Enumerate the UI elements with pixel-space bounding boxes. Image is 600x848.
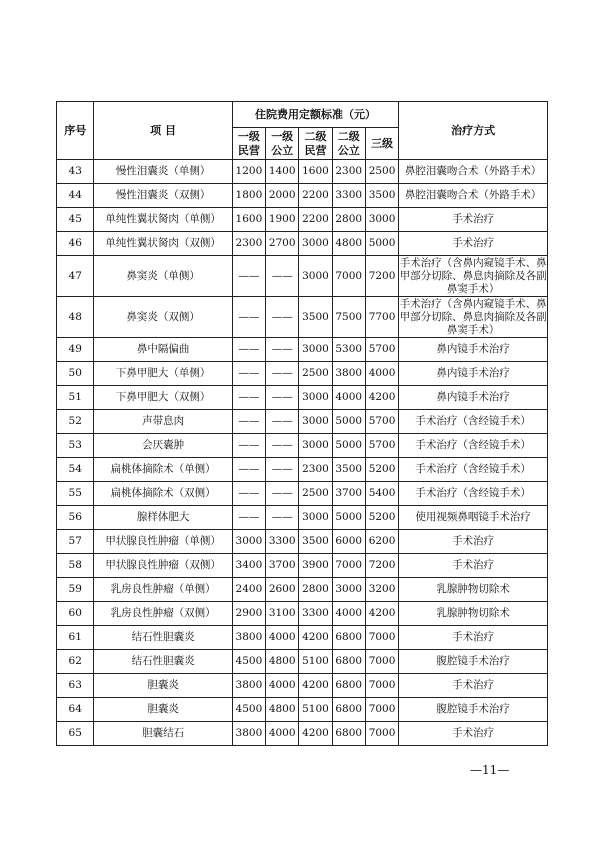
- row-number: 61: [57, 626, 94, 650]
- row-item: 乳房良性肿瘤（双侧）: [94, 602, 232, 626]
- row-item: 声带息肉: [94, 410, 232, 434]
- row-number: 47: [57, 256, 94, 297]
- table-row: [57, 674, 548, 698]
- table-row: [57, 208, 548, 232]
- fee-level-3: 3000: [365, 208, 398, 232]
- table-body: [57, 160, 548, 746]
- table-row: [57, 386, 548, 410]
- fee-level-1-private: ——: [232, 386, 265, 410]
- row-item: 下鼻甲肥大（双侧）: [94, 386, 232, 410]
- fee-level-1-public: 4000: [266, 722, 299, 746]
- fee-level-2-private: 2200: [299, 208, 332, 232]
- header-fee-group: 住院费用定额标准（元）: [232, 102, 398, 128]
- row-number: 54: [57, 458, 94, 482]
- fee-level-3: 5400: [365, 482, 398, 506]
- header-level-1-private: 一级 民营: [232, 128, 265, 160]
- fee-level-3: 7000: [365, 626, 398, 650]
- table-row: [57, 256, 548, 297]
- fee-level-1-public: ——: [266, 297, 299, 338]
- row-item: 腺样体肥大: [94, 506, 232, 530]
- fee-level-2-private: 3300: [299, 602, 332, 626]
- header-level-1-public: 一级 公立: [266, 128, 299, 160]
- row-treatment-method: 手术治疗（含经镜手术）: [399, 434, 548, 458]
- row-number: 65: [57, 722, 94, 746]
- fee-level-3: 7200: [365, 256, 398, 297]
- table-row: [57, 184, 548, 208]
- row-item: 胆囊结石: [94, 722, 232, 746]
- fee-level-2-public: 4000: [332, 386, 365, 410]
- row-treatment-method: 腹腔镜手术治疗: [399, 698, 548, 722]
- row-treatment-method: 手术治疗: [399, 554, 548, 578]
- fee-level-3: 5700: [365, 434, 398, 458]
- fee-level-2-public: 3000: [332, 578, 365, 602]
- fee-level-1-private: ——: [232, 362, 265, 386]
- fee-level-3: 6200: [365, 530, 398, 554]
- row-treatment-method: 手术治疗: [399, 530, 548, 554]
- fee-level-1-public: 4800: [266, 650, 299, 674]
- table-row: [57, 160, 548, 184]
- row-number: 45: [57, 208, 94, 232]
- table-row: [57, 530, 548, 554]
- fee-level-2-public: 3700: [332, 482, 365, 506]
- fee-level-3: 4200: [365, 602, 398, 626]
- row-treatment-method: 腹腔镜手术治疗: [399, 650, 548, 674]
- fee-level-1-public: ——: [266, 482, 299, 506]
- fee-level-2-public: 2300: [332, 160, 365, 184]
- row-treatment-method: 鼻内镜手术治疗: [399, 338, 548, 362]
- fee-level-2-private: 3900: [299, 554, 332, 578]
- fee-level-2-private: 2500: [299, 482, 332, 506]
- fee-level-1-private: 3800: [232, 626, 265, 650]
- fee-level-1-public: ——: [266, 338, 299, 362]
- fee-level-1-private: ——: [232, 482, 265, 506]
- fee-level-2-private: 2800: [299, 578, 332, 602]
- row-number: 51: [57, 386, 94, 410]
- row-number: 56: [57, 506, 94, 530]
- row-treatment-method: 手术治疗: [399, 626, 548, 650]
- fee-level-2-private: 3000: [299, 386, 332, 410]
- fee-level-1-public: 1900: [266, 208, 299, 232]
- row-treatment-method: 手术治疗: [399, 208, 548, 232]
- row-number: 52: [57, 410, 94, 434]
- fee-level-1-public: 2600: [266, 578, 299, 602]
- fee-level-1-public: ——: [266, 458, 299, 482]
- row-number: 49: [57, 338, 94, 362]
- row-treatment-method: 乳腺肿物切除术: [399, 602, 548, 626]
- fee-level-2-public: 6800: [332, 698, 365, 722]
- fee-level-1-private: 1600: [232, 208, 265, 232]
- fee-level-1-public: 1400: [266, 160, 299, 184]
- table-row: [57, 232, 548, 256]
- row-item: 鼻窦炎（单侧）: [94, 256, 232, 297]
- row-treatment-method: 手术治疗: [399, 674, 548, 698]
- table-row: [57, 297, 548, 338]
- header-level-2-public: 二级 公立: [332, 128, 365, 160]
- fee-level-2-public: 5300: [332, 338, 365, 362]
- row-item: 鼻窦炎（双侧）: [94, 297, 232, 338]
- fee-level-2-private: 2500: [299, 362, 332, 386]
- row-number: 50: [57, 362, 94, 386]
- fee-level-1-public: ——: [266, 410, 299, 434]
- table-row: [57, 650, 548, 674]
- fee-level-3: 5000: [365, 232, 398, 256]
- fee-level-1-private: 2900: [232, 602, 265, 626]
- fee-level-2-private: 3000: [299, 338, 332, 362]
- table-row: [57, 338, 548, 362]
- fee-level-3: 7700: [365, 297, 398, 338]
- fee-level-3: 5200: [365, 506, 398, 530]
- row-item: 鼻中隔偏曲: [94, 338, 232, 362]
- header-seq: 序号: [57, 102, 94, 160]
- fee-level-2-public: 7000: [332, 256, 365, 297]
- fee-level-1-public: 2000: [266, 184, 299, 208]
- fee-level-2-private: 4200: [299, 722, 332, 746]
- fee-level-2-public: 7500: [332, 297, 365, 338]
- row-treatment-method: 鼻内镜手术治疗: [399, 362, 548, 386]
- header-item: 项 目: [94, 102, 232, 160]
- row-number: 59: [57, 578, 94, 602]
- table-row: [57, 578, 548, 602]
- fee-level-2-private: 3000: [299, 434, 332, 458]
- fee-level-1-public: ——: [266, 386, 299, 410]
- table-row: [57, 458, 548, 482]
- row-treatment-method: 手术治疗: [399, 722, 548, 746]
- fee-level-2-private: 5100: [299, 698, 332, 722]
- header-level-3: 三级: [365, 128, 398, 160]
- row-number: 58: [57, 554, 94, 578]
- header-method: 治疗方式: [399, 102, 548, 160]
- fee-level-1-private: 4500: [232, 698, 265, 722]
- fee-level-2-public: 3500: [332, 458, 365, 482]
- fee-level-1-private: ——: [232, 338, 265, 362]
- fee-level-1-public: ——: [266, 362, 299, 386]
- row-treatment-method: 鼻腔泪囊吻合术（外路手术）: [399, 160, 548, 184]
- fee-level-1-public: ——: [266, 256, 299, 297]
- row-item: 慢性泪囊炎（双侧）: [94, 184, 232, 208]
- fee-level-1-private: ——: [232, 256, 265, 297]
- fee-level-1-public: 3100: [266, 602, 299, 626]
- row-item: 扁桃体摘除术（双侧）: [94, 482, 232, 506]
- fee-level-2-public: 6800: [332, 722, 365, 746]
- fee-level-3: 3500: [365, 184, 398, 208]
- fee-level-2-private: 3000: [299, 410, 332, 434]
- row-treatment-method: 手术治疗（含经镜手术）: [399, 458, 548, 482]
- row-treatment-method: 手术治疗: [399, 232, 548, 256]
- fee-level-1-private: ——: [232, 506, 265, 530]
- fee-level-1-public: 4000: [266, 626, 299, 650]
- row-item: 甲状腺良性肿瘤（双侧）: [94, 554, 232, 578]
- row-treatment-method: 鼻内镜手术治疗: [399, 386, 548, 410]
- fee-level-3: 3200: [365, 578, 398, 602]
- page-number: —11—: [470, 763, 510, 777]
- fee-level-2-public: 5000: [332, 434, 365, 458]
- fee-level-1-private: 2400: [232, 578, 265, 602]
- row-number: 46: [57, 232, 94, 256]
- fee-level-1-public: 2700: [266, 232, 299, 256]
- fee-level-1-public: ——: [266, 434, 299, 458]
- row-number: 60: [57, 602, 94, 626]
- row-number: 55: [57, 482, 94, 506]
- fee-level-2-public: 7000: [332, 554, 365, 578]
- fee-level-2-private: 3500: [299, 530, 332, 554]
- row-treatment-method: 乳腺肿物切除术: [399, 578, 548, 602]
- row-item: 结石性胆囊炎: [94, 650, 232, 674]
- fee-level-1-private: 1800: [232, 184, 265, 208]
- fee-level-2-public: 6000: [332, 530, 365, 554]
- row-number: 43: [57, 160, 94, 184]
- fee-level-3: 4000: [365, 362, 398, 386]
- fee-level-3: 7200: [365, 554, 398, 578]
- table-row: [57, 602, 548, 626]
- row-treatment-method: 手术治疗（含鼻内窥镜手术、鼻甲部分切除、鼻息肉摘除及各副鼻窦手术）: [399, 256, 547, 295]
- fee-level-1-private: 4500: [232, 650, 265, 674]
- fee-level-3: 7000: [365, 722, 398, 746]
- row-number: 44: [57, 184, 94, 208]
- table-row: [57, 506, 548, 530]
- fee-level-3: 5700: [365, 410, 398, 434]
- fee-level-3: 7000: [365, 650, 398, 674]
- fee-level-1-private: ——: [232, 434, 265, 458]
- fee-level-1-private: 1200: [232, 160, 265, 184]
- row-number: 57: [57, 530, 94, 554]
- fee-level-1-private: 2300: [232, 232, 265, 256]
- fee-level-1-public: 4800: [266, 698, 299, 722]
- fee-level-2-private: 5100: [299, 650, 332, 674]
- row-item: 慢性泪囊炎（单侧）: [94, 160, 232, 184]
- fee-level-1-private: ——: [232, 410, 265, 434]
- table-row: [57, 434, 548, 458]
- fee-level-1-public: 3300: [266, 530, 299, 554]
- row-number: 62: [57, 650, 94, 674]
- row-item: 扁桃体摘除术（单侧）: [94, 458, 232, 482]
- row-treatment-method: 手术治疗（含经镜手术）: [399, 482, 548, 506]
- row-item: 会厌囊肿: [94, 434, 232, 458]
- fee-level-1-public: ——: [266, 506, 299, 530]
- fee-level-2-private: 3000: [299, 232, 332, 256]
- row-item: 下鼻甲肥大（单侧）: [94, 362, 232, 386]
- row-item: 乳房良性肿瘤（单侧）: [94, 578, 232, 602]
- fee-level-2-public: 6800: [332, 626, 365, 650]
- fee-level-2-public: 2800: [332, 208, 365, 232]
- fee-level-2-private: 1600: [299, 160, 332, 184]
- row-item: 甲状腺良性肿瘤（单侧）: [94, 530, 232, 554]
- fee-level-1-public: 3700: [266, 554, 299, 578]
- fee-standard-table: [56, 101, 548, 746]
- fee-level-2-public: 6800: [332, 650, 365, 674]
- fee-level-2-public: 3300: [332, 184, 365, 208]
- fee-level-2-public: 5000: [332, 506, 365, 530]
- fee-level-2-public: 4800: [332, 232, 365, 256]
- fee-level-2-private: 3000: [299, 506, 332, 530]
- fee-level-3: 4200: [365, 386, 398, 410]
- row-number: 64: [57, 698, 94, 722]
- row-item: 结石性胆囊炎: [94, 626, 232, 650]
- row-treatment-method: 手术治疗（含经镜手术）: [399, 410, 548, 434]
- table-row: [57, 554, 548, 578]
- row-treatment-method: 鼻腔泪囊吻合术（外路手术）: [399, 184, 548, 208]
- row-treatment-method: 手术治疗（含鼻内窥镜手术、鼻甲部分切除、鼻息肉摘除及各副鼻窦手术）: [399, 297, 547, 336]
- fee-level-2-private: 2200: [299, 184, 332, 208]
- fee-level-1-private: 3400: [232, 554, 265, 578]
- fee-level-3: 5700: [365, 338, 398, 362]
- table-row: [57, 482, 548, 506]
- row-item: 胆囊炎: [94, 674, 232, 698]
- fee-level-2-public: 5000: [332, 410, 365, 434]
- row-number: 48: [57, 297, 94, 338]
- table-row: [57, 626, 548, 650]
- fee-level-1-public: 4000: [266, 674, 299, 698]
- fee-level-3: 7000: [365, 698, 398, 722]
- table-row: [57, 698, 548, 722]
- header-level-2-private: 二级 民营: [299, 128, 332, 160]
- row-item: 单纯性翼状胬肉（双侧）: [94, 232, 232, 256]
- fee-level-2-private: 3500: [299, 297, 332, 338]
- table-row: [57, 410, 548, 434]
- fee-level-1-private: ——: [232, 458, 265, 482]
- table-row: [57, 722, 548, 746]
- fee-level-2-public: 6800: [332, 674, 365, 698]
- fee-level-3: 5200: [365, 458, 398, 482]
- fee-level-1-private: ——: [232, 297, 265, 338]
- row-item: 单纯性翼状胬肉（单侧）: [94, 208, 232, 232]
- fee-level-2-public: 4000: [332, 602, 365, 626]
- fee-level-2-private: 2300: [299, 458, 332, 482]
- fee-level-3: 2500: [365, 160, 398, 184]
- row-item: 胆囊炎: [94, 698, 232, 722]
- fee-level-2-private: 3000: [299, 256, 332, 297]
- fee-level-2-public: 3800: [332, 362, 365, 386]
- fee-level-1-private: 3000: [232, 530, 265, 554]
- fee-level-2-private: 4200: [299, 674, 332, 698]
- row-number: 63: [57, 674, 94, 698]
- row-number: 53: [57, 434, 94, 458]
- fee-level-1-private: 3800: [232, 674, 265, 698]
- table-row: [57, 362, 548, 386]
- fee-level-3: 7000: [365, 674, 398, 698]
- fee-level-1-private: 3800: [232, 722, 265, 746]
- fee-level-2-private: 4200: [299, 626, 332, 650]
- row-treatment-method: 使用视频鼻咽镜手术治疗: [399, 506, 548, 530]
